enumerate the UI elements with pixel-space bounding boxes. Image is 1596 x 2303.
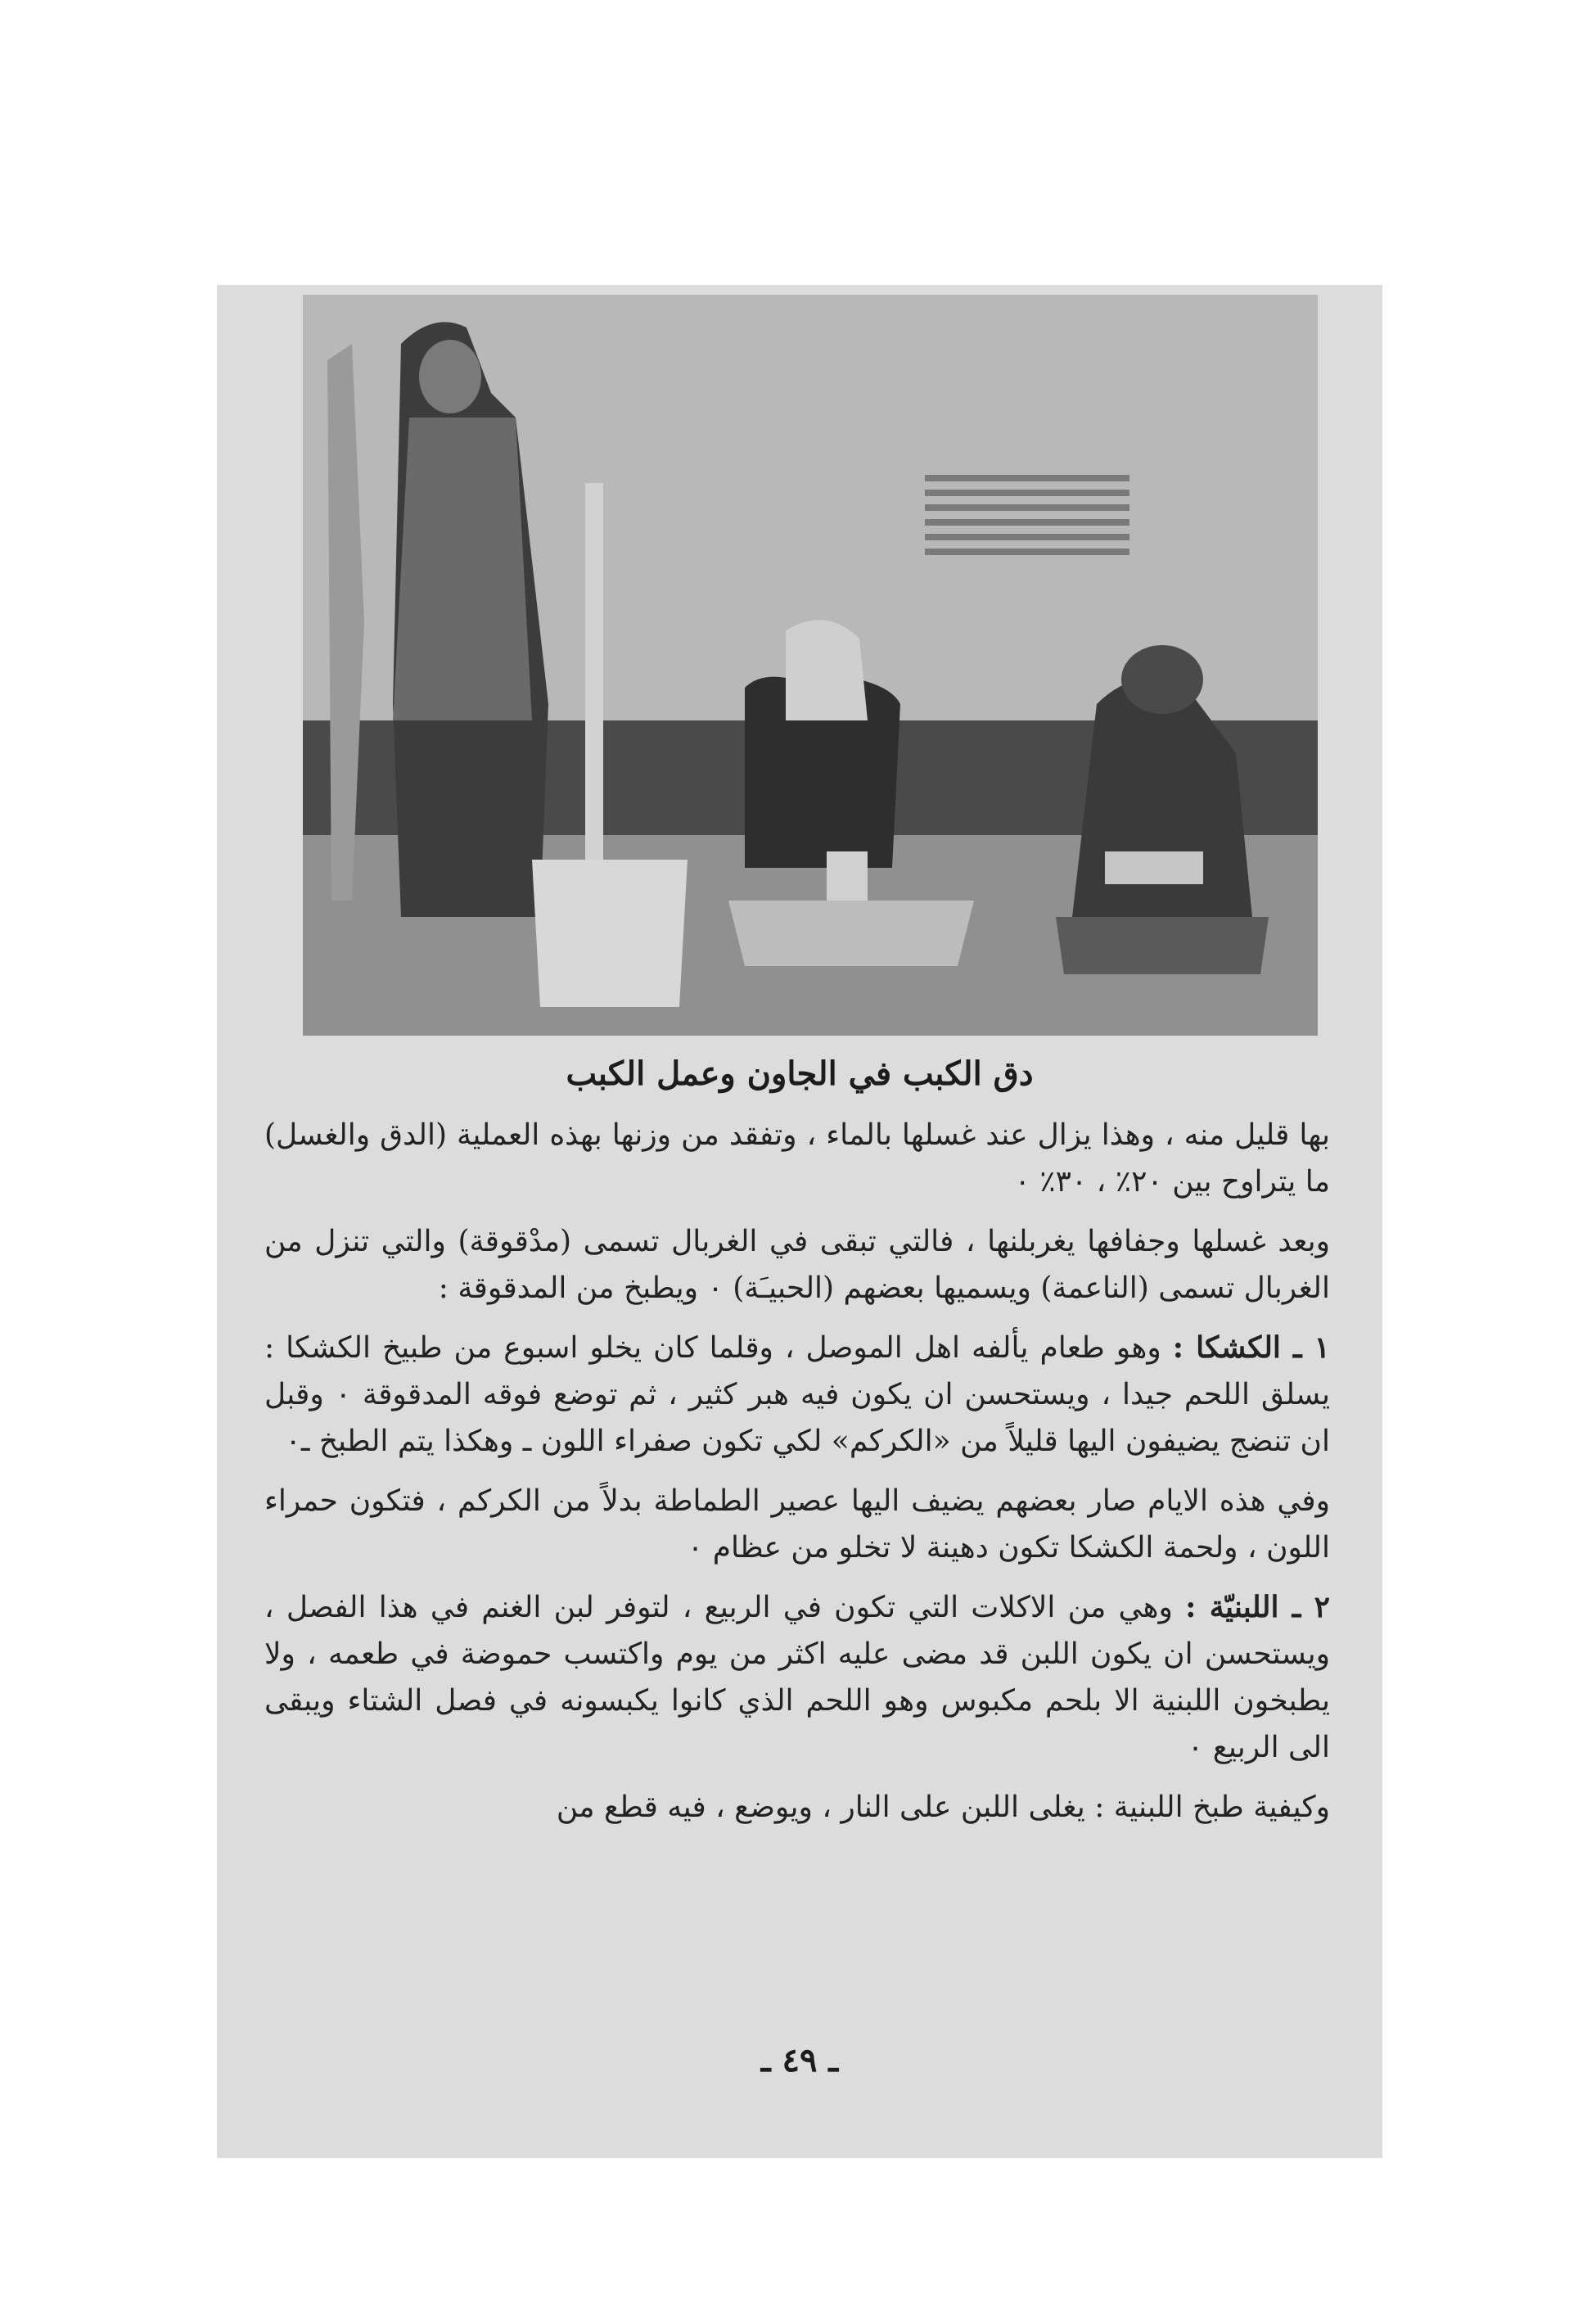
paragraph-text: بها قليل منه ، وهذا يزال عند غسلها بالماء ، وتفقد من وزنها بهذه العملية (الدق والغسل) ما يتراوح بين ٢٠٪ ، ٣٠٪ ٠ (264, 1118, 1330, 1199)
paragraph-text: وبعد غسلها وجفافها يغربلنها ، فالتي تبقى في الغربال تسمى (مدْقوقة) والتي تنزل من الغربال تسمى (الناعمة) ويسميها بعضهم (الحبيـَة) ٠ ويطبخ من المدقوقة : (264, 1225, 1330, 1305)
section-heading-kashka: ١ ـ الكشكا : (1172, 1330, 1330, 1365)
section-heading-labaniya: ٢ ـ اللبنيّة : (1185, 1590, 1331, 1624)
photo-illustration (303, 295, 1318, 1036)
photo-caption: دق الكبب في الجاون وعمل الكبب (566, 1054, 1034, 1093)
paragraph-text: وهي من الاكلات التي تكون في الربيع ، لتوفر لبن الغنم في هذا الفصل ، ويستحسن ان يكون اللبن قد مضى عليه اكثر من يوم واكتسب حموضة في طعمه ، ولا يطبخون اللبنية الا بلحم مكبوس وهو اللحم الذي كانوا يكبسونه في فصل الشتاء ويبقى الى الربيع ٠ (264, 1591, 1330, 1764)
paragraph-kashka (264, 1325, 1330, 1465)
paragraph-text: وكيفية طبخ اللبنية : يغلى اللبن على النار ، ويوضع ، فيه قطع من (556, 1790, 1330, 1824)
photo-pounding-kibbeh (303, 295, 1318, 1036)
paragraph-labaniya (264, 1584, 1330, 1771)
paragraph-text: وهو طعام يألفه اهل الموصل ، وقلما كان يخلو اسبوع من طبيخ الكشكا : يسلق اللحم جيدا ، ويستحسن ان يكون فيه هبر كثير ، ثم توضع فوقه المدقوقة ٠ وقبل ان تنضج يضيفون اليها قليلاً من «الكركم» لكي تكون صفراء اللون ـ وهكذا يتم الطبخ ـ٠ (264, 1331, 1331, 1458)
paragraph-4 (264, 1478, 1330, 1571)
paragraph-2 (264, 1218, 1330, 1312)
page-number: ـ ٤٩ ـ (760, 2041, 839, 2079)
paragraph-6 (264, 1784, 1330, 1831)
paragraph-text: وفي هذه الايام صار بعضهم يضيف اليها عصير الطماطة بدلاً من الكركم ، فتكون حمراء اللون ، ولحمة الكشكا تكون دهينة لا تخلو من عظام ٠ (264, 1484, 1330, 1565)
body-text (264, 1112, 1330, 1844)
paragraph-1 (264, 1112, 1330, 1205)
book-page (217, 285, 1382, 2158)
